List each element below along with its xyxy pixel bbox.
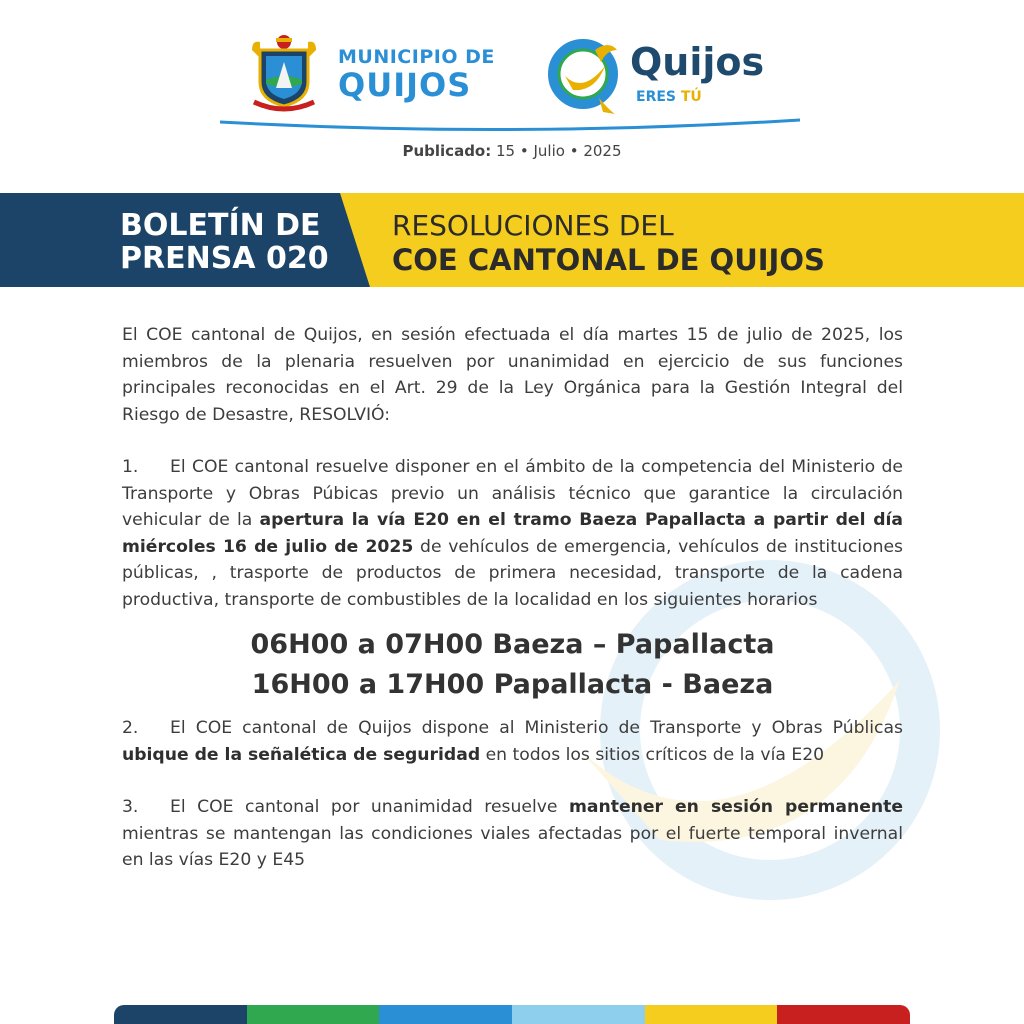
press-release-body [122,322,903,874]
footer-stripe-3 [379,1005,512,1024]
item-highlight: apertura la vía E20 en el tramo Baeza Papallacta a partir del día miércoles 16 de julio de 2025 [122,510,903,557]
quijos-brand-logo-icon [543,36,627,116]
resolution-item-3 [122,794,903,874]
schedule-line-2: 16H00 a 17H00 Papallacta - Baeza [251,669,774,700]
published-date-value: 15 • Julio • 2025 [496,142,622,160]
footer-stripe-5 [645,1005,778,1024]
item-text: de vehículos de emergencia, vehículos de instituciones públicas, , trasporte de productos de primera necesidad, transporte de la cadena productiva, transporte de combustibles de la localidad en los siguientes horarios [122,536,903,610]
title-banner [0,193,1024,287]
brand-slogan-part1: ERES [636,89,676,105]
published-date [0,142,1024,160]
item-text: El COE cantonal por unanimidad resuelve [170,797,569,817]
item-highlight: mantener en sesión permanente [569,797,903,817]
footer-stripe-6 [777,1005,910,1024]
bulletin-line2: PRENSA 020 [120,241,329,276]
schedule-block [122,625,903,705]
municipality-name [338,46,495,104]
municipal-crest-icon [246,32,322,112]
resolution-item-1 [122,454,903,613]
footer-stripe-2 [247,1005,380,1024]
bulletin-number [120,209,329,275]
item-number: 1. [122,457,139,477]
banner-title-line2: COE CANTONAL DE QUIJOS [392,243,825,277]
bulletin-line1: BOLETÍN DE [120,208,321,243]
municipality-line2: QUIJOS [338,66,472,104]
brand-name: Quijos [630,40,765,84]
banner-title [392,209,825,277]
resolution-item-2 [122,715,903,768]
item-number: 3. [122,797,139,817]
header-arc-divider [220,108,800,138]
brand-slogan-part2: TÚ [680,89,702,105]
header [0,0,1024,190]
footer-stripe-4 [512,1005,645,1024]
footer-stripe-1 [114,1005,247,1024]
item-text: El COE cantonal de Quijos dispone al Ministerio de Transporte y Obras Públicas [170,718,903,738]
brand-slogan [636,89,702,105]
municipality-line1: MUNICIPIO DE [338,46,495,68]
schedule-line-1: 06H00 a 07H00 Baeza – Papallacta [250,629,775,660]
intro-paragraph: El COE cantonal de Quijos, en sesión efectuada el día martes 15 de julio de 2025, los miembros de la plenaria resuelven por unanimidad en ejercicio de sus funciones principales reconocidas en el Art. 29 de la Ley Orgánica para la Gestión Integral del Riesgo de Desastre, RESOLVIÓ: [122,325,903,425]
footer-color-stripes [114,1005,910,1024]
banner-title-line1: RESOLUCIONES DEL [392,209,674,242]
published-label: Publicado: [402,142,492,160]
item-text: mientras se mantengan las condiciones viales afectadas por el fuerte temporal invernal en las vías E20 y E45 [122,823,903,870]
item-highlight: ubique de la señalética de seguridad [122,744,481,765]
item-text: El COE cantonal resuelve disponer en el ámbito de la competencia del Ministerio de Transporte y Obras Púbicas previo un análisis técnico que garantice la circulación vehicular de la [122,457,903,530]
item-text: en todos los sitios críticos de la vía E20 [480,744,825,765]
item-number: 2. [122,718,139,738]
